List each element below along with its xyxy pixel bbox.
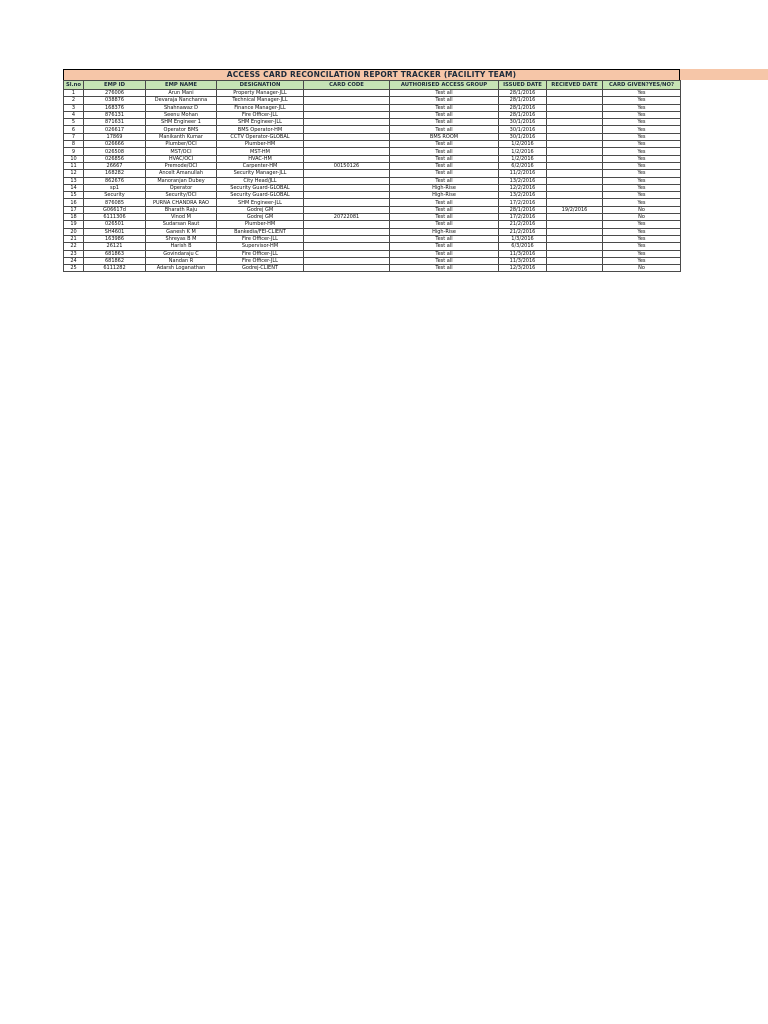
table-cell[interactable]: SHM Engineer-JLL	[217, 199, 304, 206]
table-cell[interactable]	[547, 162, 603, 169]
table-row	[64, 141, 681, 148]
table-cell[interactable]: 168376	[84, 104, 146, 111]
table-cell[interactable]: 1	[64, 90, 84, 97]
table-cell[interactable]: 19	[64, 221, 84, 228]
table-cell[interactable]: No	[603, 265, 681, 272]
table-cell[interactable]: 5	[64, 119, 84, 126]
table-cell[interactable]: 28/1/2016	[499, 90, 547, 97]
table-cell[interactable]: 16	[64, 199, 84, 206]
table-cell[interactable]: 038876	[84, 97, 146, 104]
table-cell[interactable]	[547, 119, 603, 126]
table-cell[interactable]: Seenu Mohan	[146, 111, 217, 118]
table-cell[interactable]: 15	[64, 192, 84, 199]
table-cell[interactable]	[547, 155, 603, 162]
column-header[interactable]: CARD CODE	[304, 81, 390, 90]
table-row	[64, 104, 681, 111]
table-cell[interactable]	[304, 148, 390, 155]
table-cell[interactable]: 168282	[84, 170, 146, 177]
title-fill-extension	[680, 69, 768, 80]
table-cell[interactable]: Yes	[603, 184, 681, 191]
table-row	[64, 90, 681, 97]
column-header[interactable]: EMP NAME	[146, 81, 217, 90]
table-cell[interactable]	[547, 199, 603, 206]
table-cell[interactable]: Security Manager-JLL	[217, 170, 304, 177]
table-cell[interactable]: 11	[64, 162, 84, 169]
table-cell[interactable]: 10	[64, 155, 84, 162]
table-cell[interactable]: 28/1/2016	[499, 97, 547, 104]
table-cell[interactable]: Test all	[390, 214, 499, 221]
table-cell[interactable]: 4	[64, 111, 84, 118]
table-cell[interactable]: SHM Engineer 1	[146, 119, 217, 126]
table-cell[interactable]: Test all	[390, 119, 499, 126]
table-cell[interactable]: 24	[64, 257, 84, 264]
table-cell[interactable]: MST-HM	[217, 148, 304, 155]
table-cell[interactable]: 26667	[84, 162, 146, 169]
table-cell[interactable]: Fire Officer-JLL	[217, 235, 304, 242]
table-cell[interactable]: 17869	[84, 133, 146, 140]
table-cell[interactable]: 11/3/2016	[499, 257, 547, 264]
table-row	[64, 199, 681, 206]
table-cell[interactable]: 6111306	[84, 214, 146, 221]
table-cell[interactable]: Operator BMS	[146, 126, 217, 133]
table-row	[64, 206, 681, 213]
table-cell[interactable]: 18	[64, 214, 84, 221]
table-cell[interactable]: 23	[64, 250, 84, 257]
table-cell[interactable]	[304, 243, 390, 250]
table-cell[interactable]	[304, 119, 390, 126]
table-cell[interactable]: 19/2/2016	[547, 206, 603, 213]
table-cell[interactable]: 6111282	[84, 265, 146, 272]
table-cell[interactable]: 276006	[84, 90, 146, 97]
table-cell[interactable]: Vinod M	[146, 214, 217, 221]
table-cell[interactable]: Test all	[390, 235, 499, 242]
table-cell[interactable]: Bharath Raju	[146, 206, 217, 213]
table-row	[64, 97, 681, 104]
table-cell[interactable]	[547, 235, 603, 242]
table-cell[interactable]	[547, 104, 603, 111]
table-cell[interactable]: Operator	[146, 184, 217, 191]
table-cell[interactable]: 12	[64, 170, 84, 177]
table-cell[interactable]: PURNA CHANDRA RAO	[146, 199, 217, 206]
table-cell[interactable]	[304, 141, 390, 148]
table-cell[interactable]: Godrej GM	[217, 214, 304, 221]
table-cell[interactable]: Shreyas B M	[146, 235, 217, 242]
table-cell[interactable]: Security Guard-GLOBAL	[217, 184, 304, 191]
table-cell[interactable]	[547, 221, 603, 228]
table-cell[interactable]: 17	[64, 206, 84, 213]
table-cell[interactable]: 21/2/2016	[499, 228, 547, 235]
table-cell[interactable]: Yes	[603, 119, 681, 126]
table-cell[interactable]: Manoranjan Dubey	[146, 177, 217, 184]
table-cell[interactable]: 12/3/2016	[499, 265, 547, 272]
table-cell[interactable]: 11/3/2016	[499, 250, 547, 257]
table-cell[interactable]: No	[603, 214, 681, 221]
table-cell[interactable]	[547, 243, 603, 250]
table-cell[interactable]: Yes	[603, 97, 681, 104]
table-cell[interactable]: Test all	[390, 141, 499, 148]
table-cell[interactable]: Shahnawaz D	[146, 104, 217, 111]
table-cell[interactable]: 21/2/2016	[499, 221, 547, 228]
table-cell[interactable]	[547, 184, 603, 191]
table-cell[interactable]	[304, 199, 390, 206]
table-cell[interactable]: 1/2/2016	[499, 148, 547, 155]
table-cell[interactable]: 876131	[84, 111, 146, 118]
table-cell[interactable]: Yes	[603, 192, 681, 199]
table-cell[interactable]: Security	[84, 192, 146, 199]
table-cell[interactable]: Yes	[603, 199, 681, 206]
table-cell[interactable]: Manikanth Kumar	[146, 133, 217, 140]
header-row	[64, 81, 681, 90]
column-header[interactable]: RECIEVED DATE	[547, 81, 603, 90]
table-row	[64, 119, 681, 126]
table-cell[interactable]: 20	[64, 228, 84, 235]
table-cell[interactable]: Test all	[390, 148, 499, 155]
column-header[interactable]: AUTHORISED ACCESS GROUP	[390, 81, 499, 90]
table-cell[interactable]: 28/1/2016	[499, 111, 547, 118]
table-cell[interactable]	[547, 141, 603, 148]
table-cell[interactable]	[547, 133, 603, 140]
table-cell[interactable]: HVAC-HM	[217, 155, 304, 162]
table-cell[interactable]: Test all	[390, 257, 499, 264]
table-cell[interactable]: 13/2/2016	[499, 177, 547, 184]
table-cell[interactable]: 20722081	[304, 214, 390, 221]
table-cell[interactable]: Test all	[390, 265, 499, 272]
table-cell[interactable]: 026617	[84, 126, 146, 133]
table-cell[interactable]: Sudarsan Raut	[146, 221, 217, 228]
table-cell[interactable]: 13	[64, 177, 84, 184]
table-row	[64, 126, 681, 133]
table-cell[interactable]: 17/2/2016	[499, 199, 547, 206]
table-cell[interactable]: MST/OCI	[146, 148, 217, 155]
table-cell[interactable]: 681862	[84, 257, 146, 264]
table-cell[interactable]: Test all	[390, 206, 499, 213]
table-cell[interactable]: 28/1/2016	[499, 104, 547, 111]
table-cell[interactable]	[547, 214, 603, 221]
table-cell[interactable]	[547, 257, 603, 264]
column-header[interactable]: Sl.no	[64, 81, 84, 90]
table-cell[interactable]	[547, 90, 603, 97]
spreadsheet	[63, 69, 768, 272]
table-cell[interactable]: Yes	[603, 155, 681, 162]
table-cell[interactable]: Yes	[603, 257, 681, 264]
table-cell[interactable]: 026508	[84, 148, 146, 155]
table-cell[interactable]: Premode/OCI	[146, 162, 217, 169]
table-cell[interactable]: 00150126	[304, 162, 390, 169]
table-cell[interactable]: High-Rise	[390, 192, 499, 199]
column-header[interactable]: CARD GIVEN?YES/NO?	[603, 81, 681, 90]
table-cell[interactable]: 21	[64, 235, 84, 242]
table-cell[interactable]	[304, 250, 390, 257]
table-cell[interactable]	[304, 104, 390, 111]
table-cell[interactable]: Plumber/OCI	[146, 141, 217, 148]
table-cell[interactable]: 2	[64, 97, 84, 104]
table-cell[interactable]: HVAC/OCI	[146, 155, 217, 162]
table-cell[interactable]: Yes	[603, 170, 681, 177]
table-cell[interactable]: G06617d	[84, 206, 146, 213]
table-cell[interactable]: Carpenter-HM	[217, 162, 304, 169]
table-cell[interactable]: Finance Manager-JLL	[217, 104, 304, 111]
table-row	[64, 162, 681, 169]
table-cell[interactable]: High-Rise	[390, 228, 499, 235]
table-cell[interactable]	[304, 170, 390, 177]
table-cell[interactable]: Fire Officer-JLL	[217, 257, 304, 264]
table-cell[interactable]: Test all	[390, 126, 499, 133]
table-cell[interactable]: Godrej-CLIENT	[217, 265, 304, 272]
table-row	[64, 111, 681, 118]
table-cell[interactable]: 30/1/2016	[499, 126, 547, 133]
table-cell[interactable]: 862676	[84, 177, 146, 184]
table-cell[interactable]: Yes	[603, 235, 681, 242]
column-header[interactable]: ISSUED DATE	[499, 81, 547, 90]
table-cell[interactable]: Yes	[603, 141, 681, 148]
table-cell[interactable]: Yes	[603, 104, 681, 111]
table-cell[interactable]: Yes	[603, 250, 681, 257]
table-row	[64, 177, 681, 184]
table-cell[interactable]: Yes	[603, 221, 681, 228]
table-cell[interactable]: 1/2/2016	[499, 155, 547, 162]
table-cell[interactable]: Plumber-HM	[217, 141, 304, 148]
table-row	[64, 235, 681, 242]
table-cell[interactable]: Test all	[390, 177, 499, 184]
table-cell[interactable]: Test all	[390, 243, 499, 250]
table-cell[interactable]	[547, 265, 603, 272]
table-cell[interactable]: Yes	[603, 162, 681, 169]
title-row	[63, 69, 768, 80]
table-cell[interactable]: 876085	[84, 199, 146, 206]
table-cell[interactable]	[304, 155, 390, 162]
table-cell[interactable]: 25	[64, 265, 84, 272]
table-cell[interactable]: Test all	[390, 199, 499, 206]
table-cell[interactable]: Test all	[390, 90, 499, 97]
table-cell[interactable]	[547, 192, 603, 199]
table-cell[interactable]: Test all	[390, 221, 499, 228]
table-body	[64, 90, 681, 272]
table-cell[interactable]: Test all	[390, 111, 499, 118]
sheet-title[interactable]: ACCESS CARD RECONCILATION REPORT TRACKER (FACILITY TEAM)	[63, 69, 680, 80]
table-cell[interactable]: BMS Operator-HM	[217, 126, 304, 133]
table-cell[interactable]: Security Guard-GLOBAL	[217, 192, 304, 199]
table-cell[interactable]: 6/3/2016	[499, 243, 547, 250]
table-cell[interactable]: Test all	[390, 170, 499, 177]
table-cell[interactable]	[304, 235, 390, 242]
table-cell[interactable]: Test all	[390, 162, 499, 169]
table-cell[interactable]: SHM Engineer-JLL	[217, 119, 304, 126]
table-row	[64, 257, 681, 264]
table-cell[interactable]: 17/2/2016	[499, 214, 547, 221]
column-header[interactable]: DESIGNATION	[217, 81, 304, 90]
table-cell[interactable]	[304, 206, 390, 213]
table-cell[interactable]: 11/2/2016	[499, 170, 547, 177]
table-cell[interactable]	[547, 126, 603, 133]
table-cell[interactable]: Fire Officer-JLL	[217, 250, 304, 257]
table-cell[interactable]	[547, 170, 603, 177]
table-row	[64, 265, 681, 272]
table-cell[interactable]	[304, 111, 390, 118]
table-cell[interactable]: 6	[64, 126, 84, 133]
table-cell[interactable]: SH4601	[84, 228, 146, 235]
table-cell[interactable]: 12/2/2016	[499, 184, 547, 191]
table-cell[interactable]: Ganesh K M	[146, 228, 217, 235]
table-cell[interactable]: 6/2/2016	[499, 162, 547, 169]
table-cell[interactable]	[547, 250, 603, 257]
table-row	[64, 155, 681, 162]
table-cell[interactable]: Nandan R	[146, 257, 217, 264]
table-cell[interactable]: BMS ROOM	[390, 133, 499, 140]
table-cell[interactable]: 681863	[84, 250, 146, 257]
table-cell[interactable]: 30/1/2016	[499, 119, 547, 126]
table-cell[interactable]	[304, 257, 390, 264]
table-cell[interactable]	[547, 148, 603, 155]
table-row	[64, 243, 681, 250]
table-cell[interactable]: 30/1/2016	[499, 133, 547, 140]
table-cell[interactable]: Arun Mani	[146, 90, 217, 97]
table-cell[interactable]	[547, 177, 603, 184]
table-row	[64, 221, 681, 228]
table-cell[interactable]: Yes	[603, 148, 681, 155]
table-cell[interactable]: Yes	[603, 126, 681, 133]
table-cell[interactable]: 026666	[84, 141, 146, 148]
table-cell[interactable]: 8	[64, 141, 84, 148]
table-cell[interactable]: Yes	[603, 177, 681, 184]
table-row	[64, 133, 681, 140]
table-cell[interactable]: Property Manager-JLL	[217, 90, 304, 97]
table-cell[interactable]	[304, 184, 390, 191]
table-cell[interactable]: Plumber-HM	[217, 221, 304, 228]
table-cell[interactable]: Yes	[603, 90, 681, 97]
table-cell[interactable]: Bankedia/FEI-CLIENT	[217, 228, 304, 235]
table-cell[interactable]: 871631	[84, 119, 146, 126]
table-cell[interactable]: CCTV Operator-GLOBAL	[217, 133, 304, 140]
table-cell[interactable]: Govindaraju C	[146, 250, 217, 257]
table-cell[interactable]: 163986	[84, 235, 146, 242]
table-row	[64, 170, 681, 177]
table-cell[interactable]	[304, 228, 390, 235]
table-cell[interactable]: sp1	[84, 184, 146, 191]
table-cell[interactable]: 1/2/2016	[499, 141, 547, 148]
table-cell[interactable]: Fire Officer-JLL	[217, 111, 304, 118]
table-cell[interactable]: Yes	[603, 111, 681, 118]
table-cell[interactable]: 7	[64, 133, 84, 140]
table-cell[interactable]: Devaraja Nanchanna	[146, 97, 217, 104]
table-cell[interactable]: 28/1/2016	[499, 206, 547, 213]
table-cell[interactable]: 026856	[84, 155, 146, 162]
table-cell[interactable]: High-Rise	[390, 184, 499, 191]
table-cell[interactable]	[547, 228, 603, 235]
table-cell[interactable]: Harish B	[146, 243, 217, 250]
table-cell[interactable]: Test all	[390, 250, 499, 257]
table-cell[interactable]	[304, 126, 390, 133]
table-cell[interactable]: 14	[64, 184, 84, 191]
table-cell[interactable]	[304, 133, 390, 140]
table-cell[interactable]: Supervisor-HM	[217, 243, 304, 250]
table-cell[interactable]: City Head/JLL	[217, 177, 304, 184]
tracker-table	[63, 80, 681, 272]
table-cell[interactable]: 1/3/2016	[499, 235, 547, 242]
table-cell[interactable]	[547, 111, 603, 118]
table-cell[interactable]: 26121	[84, 243, 146, 250]
table-cell[interactable]	[304, 177, 390, 184]
table-cell[interactable]: Adarsh Loganathan	[146, 265, 217, 272]
table-row	[64, 184, 681, 191]
table-cell[interactable]	[547, 97, 603, 104]
table-cell[interactable]: 13/2/2016	[499, 192, 547, 199]
table-cell[interactable]	[304, 90, 390, 97]
table-cell[interactable]: Yes	[603, 228, 681, 235]
table-cell[interactable]: 026501	[84, 221, 146, 228]
table-cell[interactable]: Security/OCI	[146, 192, 217, 199]
table-cell[interactable]	[304, 97, 390, 104]
table-cell[interactable]: Test all	[390, 104, 499, 111]
table-cell[interactable]: Test all	[390, 97, 499, 104]
table-cell[interactable]: Yes	[603, 133, 681, 140]
table-cell[interactable]: Test all	[390, 155, 499, 162]
table-cell[interactable]	[304, 221, 390, 228]
table-cell[interactable]	[304, 265, 390, 272]
table-cell[interactable]: 9	[64, 148, 84, 155]
table-cell[interactable]: Technical Manager-JLL	[217, 97, 304, 104]
table-cell[interactable]: Yes	[603, 243, 681, 250]
table-row	[64, 250, 681, 257]
table-cell[interactable]	[304, 192, 390, 199]
table-row	[64, 192, 681, 199]
table-cell[interactable]: No	[603, 206, 681, 213]
table-row	[64, 214, 681, 221]
table-cell[interactable]: Godrej GM	[217, 206, 304, 213]
column-header[interactable]: EMP ID	[84, 81, 146, 90]
table-row	[64, 148, 681, 155]
table-cell[interactable]: Ancelt Amanullah	[146, 170, 217, 177]
table-cell[interactable]: 22	[64, 243, 84, 250]
table-cell[interactable]: 3	[64, 104, 84, 111]
table-row	[64, 228, 681, 235]
